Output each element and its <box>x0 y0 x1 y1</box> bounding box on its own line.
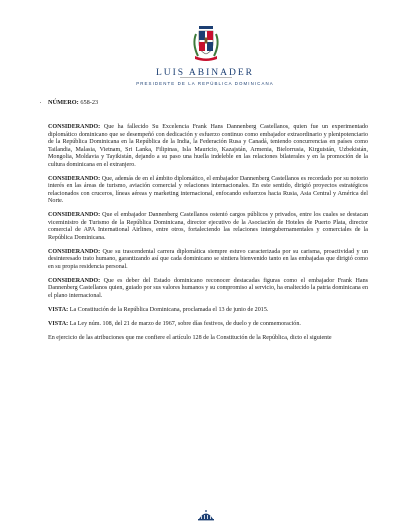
paragraph-text: Que ha fallecido Su Excelencia Frank Hans Dannenberg Castellanos, quien fue un experimentado diplomático dominicano que se desempeñó con dedicación y esfuerzo continuo como embajador extraordinario y plenipotenciario de la República Dominicana en la República de la India, la Federación Rusa y Canadá, teniendo concurrencias en países como Tailandia, Malasia, Vietnam, Sri Lanka, Filipinas, Isla Mauricio, Kazajstán, Armenia, Bielorrusia, Kirguistán, Uzbekistán, Mongolia, Moldavia y Tayikistán, dejando a su paso una huella indeleble en las relaciones bilaterales y en la promoción de la cultura dominicana en el extranjero. <box>48 124 368 168</box>
coat-of-arms-icon <box>190 24 222 62</box>
document-number-value: 658-23 <box>80 99 99 106</box>
paragraph-vista-2 <box>48 321 368 329</box>
paragraph-text: La Ley núm. 108, del 21 de marzo de 1967, sobre días festivos, de duelo y de conmemoración. <box>68 320 301 327</box>
dome-emblem-icon <box>196 510 216 522</box>
paragraph-considerando-3 <box>48 212 368 242</box>
paragraph-keyword: VISTA: <box>48 320 69 327</box>
paragraph-keyword: CONSIDERANDO: <box>48 248 101 255</box>
paragraph-keyword: CONSIDERANDO: <box>48 277 101 284</box>
paragraph-keyword: CONSIDERANDO: <box>48 175 101 182</box>
header-divider <box>180 77 232 78</box>
president-title: PRESIDENTE DE LA REPÚBLICA DOMINICANA <box>136 81 274 86</box>
document-body <box>48 124 368 349</box>
paragraph-text: Que es deber del Estado dominicano reconocer destacadas figuras como el embajador Frank Hans Dannenberg Castellanos quien, guiado por sus valores humanos y su compromiso al servicio, ha enaltecido la patria dominicana en el plano internacional. <box>48 277 368 299</box>
document-number-label: NÚMERO: <box>48 99 79 106</box>
paragraph-keyword: VISTA: <box>48 306 69 313</box>
paragraph-text: Que el embajador Dannenberg Castellanos ostentó cargos públicos y privados, entre los cuales se destacan viceministro de Turismo de la República Dominicana, director ejecutivo de la Asociación de Hoteles de Puerto Plata, director comercial de APA International Airlines, entre otros, fortaleciendo las relaciones intergubernamentales y comerciales de la República Dominicana. <box>48 212 368 241</box>
paragraph-considerando-1 <box>48 124 368 169</box>
paragraph-text: Que, además de en el ámbito diplomático, el embajador Dannenberg Castellanos es recordado por su notorio interés en las áreas de turismo, aviación comercial y relaciones internacionales. En este sentido, dirigió proyectos estratégicos relacionados con cruceros, líneas aéreas y marketing internacional, enfocando esfuerzos hacia Rusia, Asia Central y América del Norte. <box>48 175 368 205</box>
paragraph-considerando-5 <box>48 278 368 301</box>
paragraph-vista-1 <box>48 307 368 315</box>
paragraph-text: Que su trascendental carrera diplomática siempre estuvo caracterizada por su carisma, proactividad y un desinteresado trato humano, garantizando así que cada dominicano se sintiera bienvenido tanto en las embajadas que dirigió como en su propia residencia personal. <box>48 248 368 270</box>
paragraph-keyword: CONSIDERANDO: <box>48 212 101 219</box>
president-name: LUIS ABINADER <box>155 68 255 78</box>
paragraph-text: La Constitución de la República Dominicana, proclamada el 13 de junio de 2015. <box>68 306 269 313</box>
paragraph-text: En ejercicio de las atribuciones que me confiere el artículo 128 de la Constitución de la República, dicto el siguiente <box>48 334 332 341</box>
margin-mark <box>40 102 41 103</box>
paragraph-considerando-2 <box>48 176 368 206</box>
paragraph-keyword: CONSIDERANDO: <box>48 124 101 130</box>
paragraph-ejercicio <box>48 335 368 343</box>
paragraph-considerando-4 <box>48 249 368 272</box>
document-number <box>48 99 98 106</box>
